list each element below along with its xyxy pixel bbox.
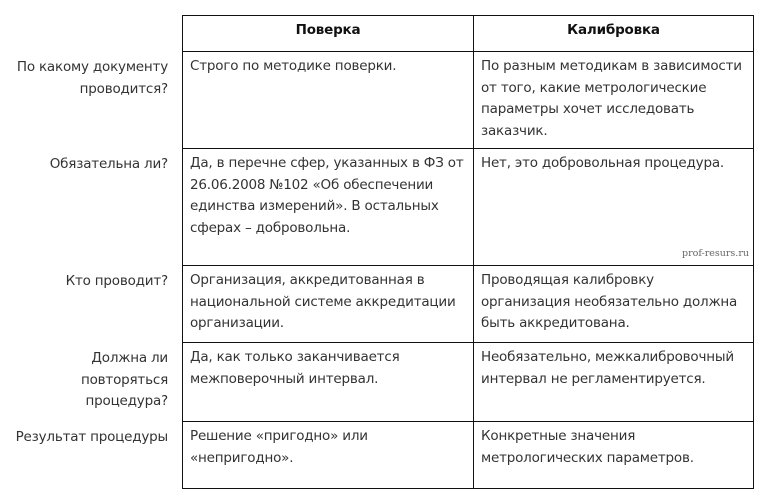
table-row [183,266,754,343]
cell-poverka: Решение «пригодно» или «непригодно». [183,422,474,489]
header-row [183,16,754,52]
table-row [183,422,754,489]
cell-kalibrovka: Необязательно, межкалибровочный интервал не регламентируется. [474,343,754,422]
cell-poverka: Да, в перечне сфер, указанных в ФЗ от 26.06.2008 №102 «Об обеспечении единства измерений». В остальных сферах – добровольна. [183,149,474,266]
cell-poverka: Строго по методике поверки. [183,52,474,149]
row-label: По какому документу проводится? [16,59,168,97]
row-label: Результат процедуры [15,429,168,445]
cell-kalibrovka: Проводящая калибровку организация необязательно должна быть аккредитована. [474,266,754,343]
table-row [183,52,754,149]
header-kalibrovka: Калибровка [474,16,754,52]
row-label: Кто проводит? [65,273,168,289]
cell-kalibrovka: По разным методикам в зависимости от того, какие метрологические параметры хочет исследовать заказчик. [474,52,754,149]
table-row [183,343,754,422]
row-label: Должна ли повторяться процедура? [80,350,168,409]
cell-poverka: Организация, аккредитованная в национальной системе аккредитации организации. [183,266,474,343]
watermark: prof-resurs.ru [682,248,749,259]
cell-kalibrovka: Конкретные значения метрологических параметров. [474,422,754,489]
cell-kalibrovka: Нет, это добровольная процедура. [474,149,754,266]
row-label: Обязательна ли? [49,156,168,172]
table-row [183,149,754,266]
header-poverka: Поверка [183,16,474,52]
comparison-table [182,15,754,489]
cell-poverka: Да, как только заканчивается межповерочный интервал. [183,343,474,422]
